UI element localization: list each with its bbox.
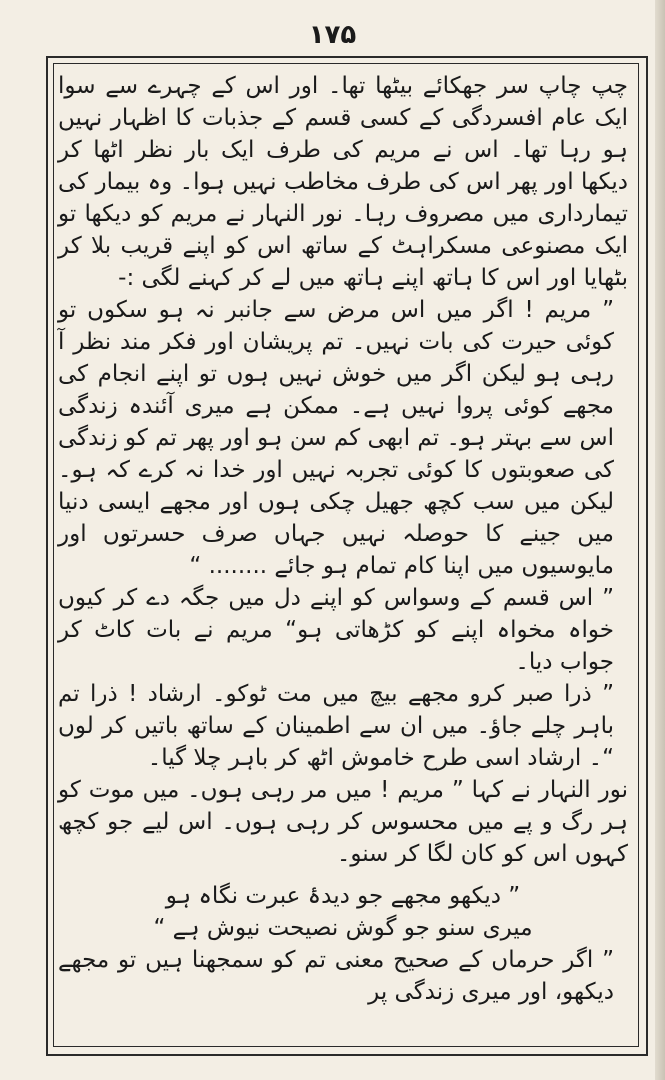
page-edge: [655, 0, 665, 1080]
paragraph: نور النہار نے کہا ” مریم ! میں مر رہی ہوں۔ میں موت کو ہر رگ و پے میں محسوس کر رہی ہوں۔ اس لیے جو کچھ کہوں اس کو کان لگا کر سنو۔: [58, 777, 628, 867]
paragraph: ” مریم ! اگر میں اس مرض سے جانبر نہ ہو سکوں تو کوئی حیرت کی بات نہیں۔ تم پریشان اور فکر مند نظر آ رہی ہو لیکن اگر میں خوش نہیں ہوں تو اپنے انجام کی مجھے کوئی پروا نہیں ہے۔ ممکن ہے میری آئندہ زندگی اس سے بہتر ہو۔ تم ابھی کم سن ہو اور پھر تم کو زندگی کی صعوبتوں کا کوئی تجربہ نہیں اور خدا نہ کرے کہ ہو۔ لیکن میں سب کچھ جھیل چکی ہوں اور مجھے ایسی دنیا میں جینے کا حوصلہ نہیں جہاں صرف حسرتوں اور مایوسیوں میں اپنا کام تمام ہو جائے ........ “: [58, 297, 614, 579]
paragraph: ” ذرا صبر کرو مجھے بیچ میں مت ٹوکو۔ ارشاد ! ذرا تم باہر چلے جاؤ۔ میں ان سے اطمینان کے ساتھ باتیں کر لوں “۔ ارشاد اسی طرح خاموش اٹھ کر باہر چلا گیا۔: [58, 681, 614, 771]
paragraph: چپ چاپ سر جھکائے بیٹھا تھا۔ اور اس کے چہرے سے سوا ایک عام افسردگی کے کسی قسم کے جذبات کا اظہار نہیں ہو رہا تھا۔ اس نے مریم کی طرف ایک بار نظر اٹھا کر دیکھا اور پھر اس کی طرف مخاطب نہیں ہوا۔ وہ بیمار کی تیمارداری میں مصروف رہا۔ نور النہار نے مریم کو دیکھا تو ایک مصنوعی مسکراہٹ کے ساتھ اس کو اپنے قریب بلا کر بٹھایا اور اس کا ہاتھ اپنے ہاتھ میں لے کر کہنے لگی :-: [58, 73, 628, 291]
body-text: [58, 70, 628, 1008]
paragraph: ” اس قسم کے وسواس کو اپنے دل میں جگہ دے کر کیوں خواہ مخواہ اپنے کو کڑھاتی ہو“ مریم نے بات کاٹ کر جواب دیا۔: [58, 585, 614, 675]
page-number: ۱۷۵: [308, 20, 357, 50]
verse-line: میری سنو جو گوش نصیحت نیوش ہے “: [153, 915, 533, 941]
verse-line: ” دیکھو مجھے جو دیدۂ عبرت نگاہ ہو: [165, 883, 521, 909]
paragraph: ” اگر حرماں کے صحیح معنی تم کو سمجھنا ہیں تو مجھے دیکھو، اور میری زندگی پر: [58, 947, 614, 1005]
